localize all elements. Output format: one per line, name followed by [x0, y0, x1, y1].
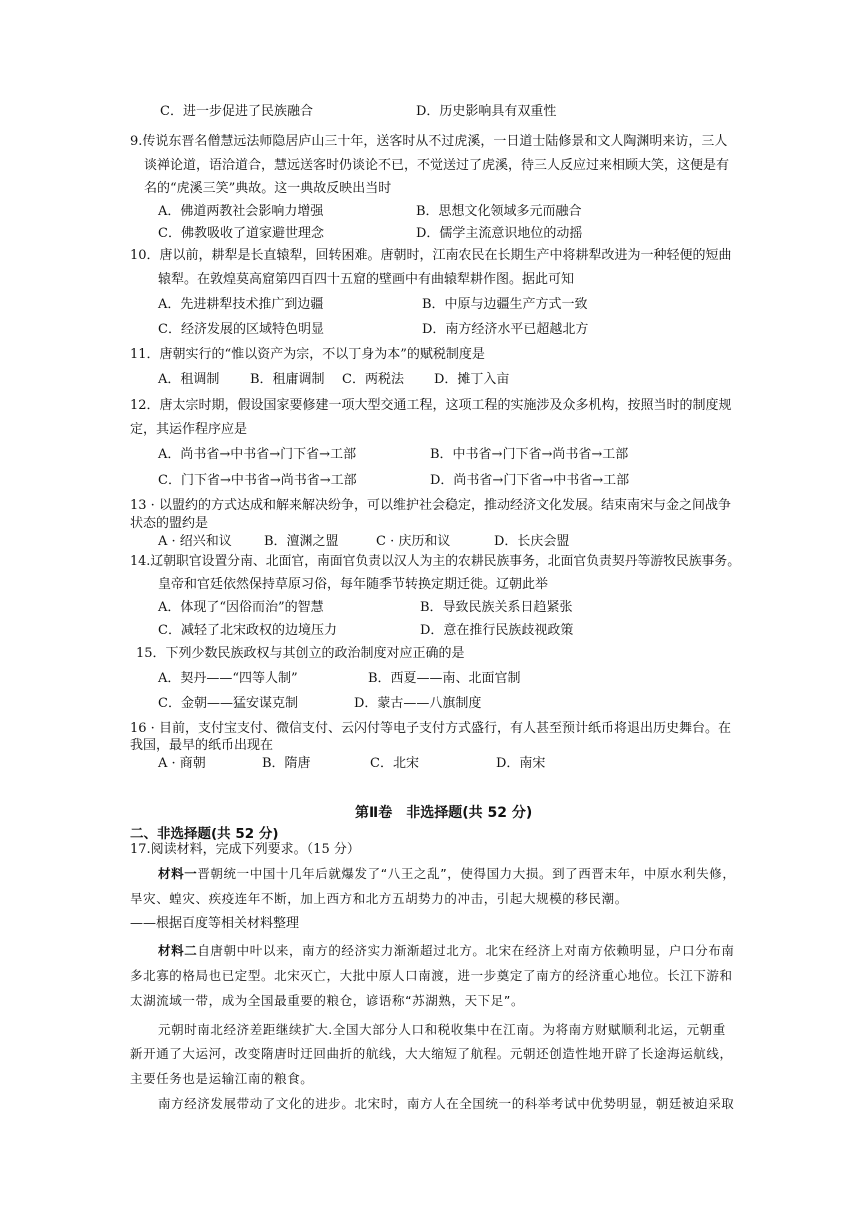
q17-material1-line1 [158, 865, 735, 883]
q13-option-d: D．长庆会盟 [494, 534, 570, 549]
q11-option-d: D．摊丁入亩 [434, 372, 510, 387]
q9-option-b: B．思想文化领域多元而融合 [416, 204, 582, 219]
q17-para2-line3: 主要任务也是运输江南的粮食。 [130, 1071, 314, 1086]
q8-option-c: C．进一步促进了民族融合 [160, 104, 313, 119]
q9-option-a: A．佛道两教社会影响力增强 [158, 204, 324, 219]
q17-intro: 17.阅读材料，完成下列要求。（15 分） [130, 842, 360, 857]
q12-option-c: C．门下省→中书省→尚书省→工部 [158, 473, 357, 488]
q9-stem-line3: 名的“虎溪三笑”典故。这一典故反映出当时 [144, 181, 392, 196]
q14-stem-line1: 14.辽朝职官设置分南、北面官，南面官负责以汉人为主的农耕民族事务，北面官负责契丹等游牧民族事务。 [130, 554, 741, 569]
q12-stem-line1: 12．唐太宗时期，假设国家要修建一项大型交通工程，这项工程的实施涉及众多机构，按照当时的制度规 [130, 398, 732, 413]
q10-stem-line2: 辕犁。在敦煌莫高窟第四百四十五窟的壁画中有曲辕犁耕作图。据此可知 [158, 272, 575, 287]
q16-stem-line1: 16 · 目前，支付宝支付、微信支付、云闪付等电子支付方式盛行，有人甚至预计纸币将退出历史舞台。在 [130, 721, 731, 736]
q12-stem-line2: 定，其运作程序应是 [130, 422, 248, 437]
q14-stem-line2: 皇帝和官廷依然保持草原习俗，每年随季节转换定期迁徙。辽朝此举 [158, 577, 549, 592]
q15-option-a: A．契丹——“四等人制” [158, 671, 298, 686]
q13-stem-line1: 13 · 以盟约的方式达成和解来解决纷争，可以维护社会稳定，推动经济文化发展。结束南宋与金之间战争 [130, 498, 731, 513]
q10-option-b: B．中原与边疆生产方式一致 [422, 297, 588, 312]
q16-option-b: B．隋唐 [262, 756, 311, 771]
q14-option-d: D．意在推行民族歧视政策 [420, 623, 574, 638]
q17-material2-line2: 多北寡的格局也已定型。北宋灭亡，大批中原人口南渡，进一步奠定了南方的经济重心地位。长江下游和 [130, 968, 733, 983]
q9-stem-line2: 谈禅论道，语洽道合，慧远送客时仍谈论不已，不觉送过了虎溪，待三人反应过来相顾大笑，这便是有 [144, 158, 730, 173]
q10-option-c: C．经济发展的区域特色明显 [158, 322, 324, 337]
q14-option-c: C．减轻了北宋政权的边境压力 [158, 623, 337, 638]
q16-stem-line2: 我国，最早的纸币出现在 [130, 738, 274, 753]
q17-para3-line1: 南方经济发展带动了文化的进步。北宋时，南方人在全国统一的科举考试中优势明显，朝廷被迫采取 [158, 1096, 735, 1111]
q17-para2-line2: 新开通了大运河，改变隋唐时迂回曲折的航线，大大缩短了航程。元朝还创造性地开辟了长途海运航线， [130, 1046, 733, 1061]
q16-option-d: D．南宋 [496, 756, 546, 771]
q11-option-a: A．租调制 [158, 372, 220, 387]
q11-stem-line1: 11．唐朝实行的“惟以资产为宗，不以丁身为本”的赋税制度是 [130, 347, 485, 362]
q17-material1-line2: 旱灾、蝗灾、疾疫连年不断，加上西方和北方五胡势力的冲击，引起大规模的移民潮。 [130, 891, 628, 906]
material2-text: 自唐朝中叶以来，南方的经济实力渐渐超过北方。北宋在经济上对南方依赖明显，户口分布南 [197, 943, 735, 958]
material1-label: 材料一 [158, 866, 198, 881]
q16-option-c: C．北宋 [370, 756, 419, 771]
q12-option-d: D．尚书省→门下省→中书省→工部 [430, 473, 630, 488]
q13-option-a: A · 绍兴和议 [158, 534, 232, 549]
q14-option-a: A．体现了“因俗而治”的智慧 [158, 600, 324, 615]
q11-option-c: C．两税法 [342, 372, 404, 387]
q10-option-a: A．先进耕犁技术推广到边疆 [158, 297, 324, 312]
q10-stem-line1: 10．唐以前，耕犁是长直辕犁，回转困难。唐朝时，江南农民在长期生产中将耕犁改进为一种轻便的短曲 [130, 248, 732, 263]
q15-option-b: B．西夏——南、北面官制 [368, 671, 521, 686]
q15-option-d: D．蒙古——八旗制度 [354, 696, 482, 711]
q13-stem-line2: 状态的盟约是 [130, 516, 209, 531]
q17-para2-line1: 元朝时南北经济差距继续扩大.全国大部分人口和税收集中在江南。为将南方财赋顺利北运，元朝重 [158, 1022, 726, 1037]
q9-stem-line1: 9.传说东晋名僧慧远法师隐居庐山三十年，送客时从不过虎溪，一日道士陆修景和文人陶渊明来访，三人 [130, 134, 728, 149]
q8-option-d: D．历史影响具有双重性 [416, 104, 557, 119]
material1-text: 晋朝统一中国十几年后就爆发了“八王之乱”，使得国力大损。到了西晋末年，中原水利失修， [197, 866, 736, 881]
section-heading: 二、非选择题(共 52 分) [130, 826, 279, 842]
q15-stem-line1: 15．下列少数民族政权与其创立的政治制度对应正确的是 [136, 646, 465, 661]
q12-option-b: B．中书省→门下省→尚书省→工部 [430, 447, 629, 462]
q11-option-b: B．租庸调制 [250, 372, 325, 387]
q17-material2-line1 [158, 942, 734, 960]
q15-option-c: C．金朝——猛安谋克制 [158, 696, 298, 711]
q10-option-d: D．南方经济水平已超越北方 [422, 322, 589, 337]
q9-option-d: D．儒学主流意识地位的动摇 [416, 226, 583, 241]
q16-option-a: A · 商朝 [158, 756, 206, 771]
q14-option-b: B．导致民族关系日趋紧张 [420, 600, 573, 615]
q9-option-c: C．佛教吸收了道家避世理念 [158, 226, 324, 241]
q13-option-b: B．澶渊之盟 [264, 534, 339, 549]
material2-label: 材料二 [158, 943, 198, 958]
q12-option-a: A．尚书省→中书省→门下省→工部 [158, 447, 357, 462]
q17-material2-line3: 太湖流域一带，成为全国最重要的粮仓，谚语称“苏湖熟，天下足”。 [130, 993, 525, 1008]
q13-option-c: C · 庆历和议 [376, 534, 451, 549]
q17-material1-source: ——根据百度等相关材料整理 [130, 916, 300, 931]
part2-title: 第Ⅱ卷 非选择题(共 52 分) [355, 805, 533, 821]
